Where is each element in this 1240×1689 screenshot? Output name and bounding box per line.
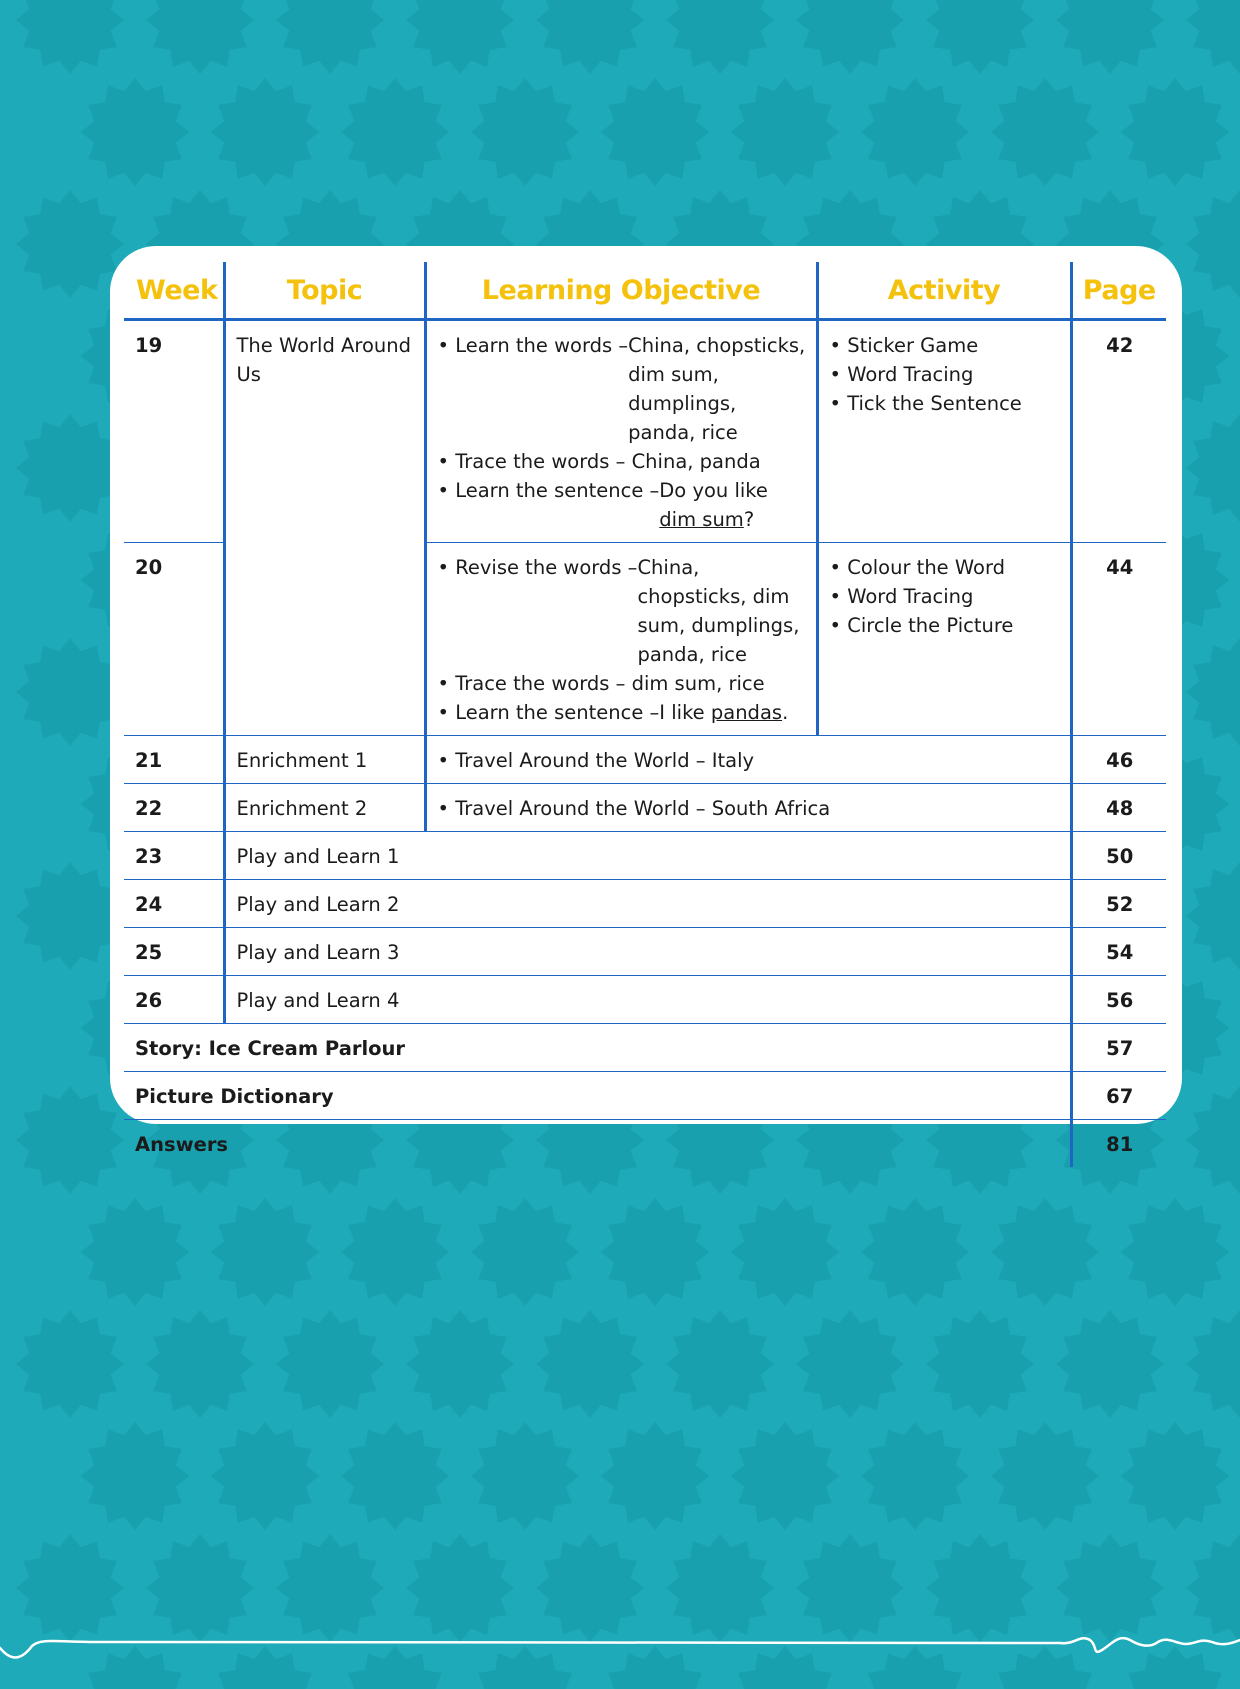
flower-shape: [926, 1310, 1034, 1418]
objective-line: [438, 331, 806, 447]
header-activity: Activity: [817, 262, 1071, 320]
flower-shape: [1056, 0, 1164, 74]
header-page: Page: [1071, 262, 1166, 320]
page-cell: 46: [1071, 736, 1166, 784]
topic-cell: Play and Learn 3: [224, 928, 1071, 976]
flower-shape: [861, 1422, 969, 1530]
sentence-text: I like: [659, 701, 711, 724]
page-cell: 52: [1071, 880, 1166, 928]
header-topic: Topic: [224, 262, 425, 320]
week-cell: 22: [124, 784, 224, 832]
sentence-underlined: pandas: [710, 701, 783, 724]
flower-shape: [731, 1198, 839, 1306]
flower-shape: [1186, 1086, 1240, 1194]
page-cell: 44: [1071, 543, 1166, 736]
table-row: [124, 832, 1166, 880]
flower-shape: [1121, 1198, 1229, 1306]
page-cell: 48: [1071, 784, 1166, 832]
flower-shape: [991, 1198, 1099, 1306]
page-cell: 42: [1071, 320, 1166, 543]
objective-cell: • Travel Around the World – South Africa: [425, 784, 1071, 832]
week-cell: 26: [124, 976, 224, 1024]
flower-shape: [341, 78, 449, 186]
flower-shape: [276, 0, 384, 74]
squiggle-line: [0, 1620, 1240, 1670]
sentence-end: ?: [743, 508, 755, 531]
flower-shape: [796, 1310, 904, 1418]
flower-shape: [16, 1086, 124, 1194]
flower-shape: [341, 1198, 449, 1306]
flower-shape: [601, 1198, 709, 1306]
flower-shape: [211, 78, 319, 186]
table-row: [124, 1024, 1166, 1072]
flower-shape: [1186, 414, 1240, 522]
extra-label: Answers: [124, 1120, 1071, 1168]
table-row: [124, 1120, 1166, 1168]
flower-shape: [1186, 862, 1240, 970]
objective-sentence: [659, 476, 805, 534]
contents-table: [124, 262, 1166, 1167]
extra-label: Picture Dictionary: [124, 1072, 1071, 1120]
objective-cell: [425, 320, 817, 543]
flower-shape: [406, 0, 514, 74]
flower-shape: [146, 0, 254, 74]
table-header-row: [124, 262, 1166, 320]
flower-shape: [796, 0, 904, 74]
flower-shape: [861, 1198, 969, 1306]
topic-cell: The World Around Us: [224, 320, 425, 736]
flower-shape: [471, 1422, 579, 1530]
flower-shape: [341, 1422, 449, 1530]
flower-shape: [16, 1310, 124, 1418]
page-cell: 57: [1071, 1024, 1166, 1072]
flower-shape: [146, 1310, 254, 1418]
flower-shape: [471, 1198, 579, 1306]
objective-lead: • Revise the words –: [437, 556, 638, 579]
objective-cell: [425, 543, 817, 736]
flower-shape: [211, 1422, 319, 1530]
week-cell: 21: [124, 736, 224, 784]
objective-line: [438, 553, 806, 669]
page-cell: 81: [1106, 1133, 1134, 1156]
flower-shape: [861, 78, 969, 186]
activity-cell: [817, 320, 1071, 543]
objective-sentence: [659, 698, 805, 727]
flower-shape: [926, 0, 1034, 74]
activity-item: • Word Tracing: [829, 585, 974, 608]
flower-shape: [1121, 1422, 1229, 1530]
week-cell: 19: [124, 320, 224, 543]
flower-shape: [81, 1422, 189, 1530]
sentence-end: .: [782, 701, 789, 724]
flower-shape: [666, 1310, 774, 1418]
table-row: [124, 976, 1166, 1024]
table-row: [124, 784, 1166, 832]
flower-shape: [16, 190, 124, 298]
objective-cell: • Travel Around the World – Italy: [425, 736, 1071, 784]
table-row: [124, 1072, 1166, 1120]
table-row: [124, 320, 1166, 543]
topic-cell: Play and Learn 2: [224, 880, 1071, 928]
flower-shape: [601, 78, 709, 186]
activity-item: • Word Tracing: [829, 363, 974, 386]
flower-shape: [1186, 190, 1240, 298]
objective-line: [438, 698, 806, 727]
flower-shape: [1186, 1310, 1240, 1418]
flower-shape: [731, 78, 839, 186]
flower-shape: [1056, 1310, 1164, 1418]
flower-shape: [16, 862, 124, 970]
flower-shape: [16, 414, 124, 522]
objective-words: China, chopsticks, dim sum, dumplings, panda, rice: [637, 556, 800, 666]
flower-shape: [471, 78, 579, 186]
table-row: [124, 736, 1166, 784]
activity-cell: [817, 543, 1071, 736]
objective-line: • Trace the words – China, panda: [437, 450, 761, 473]
week-cell: 20: [124, 543, 224, 736]
flower-shape: [536, 1310, 644, 1418]
flower-shape: [1186, 638, 1240, 746]
table-row: [124, 880, 1166, 928]
sentence-underlined: dim sum: [659, 508, 744, 531]
week-cell: 23: [124, 832, 224, 880]
header-learning-objective: Learning Objective: [425, 262, 817, 320]
week-cell: 24: [124, 880, 224, 928]
objective-line: [438, 476, 806, 534]
flower-shape: [81, 78, 189, 186]
flower-shape: [1121, 78, 1229, 186]
flower-shape: [666, 0, 774, 74]
topic-cell: Enrichment 1: [224, 736, 425, 784]
flower-shape: [406, 1310, 514, 1418]
objective-lead: • Learn the sentence –: [437, 479, 660, 502]
flower-shape: [16, 0, 124, 74]
objective-lead: • Learn the sentence –: [437, 701, 660, 724]
page-cell: 67: [1071, 1072, 1166, 1120]
page-cell: 54: [1071, 928, 1166, 976]
flower-shape: [81, 1198, 189, 1306]
objective-lead: • Learn the words –: [437, 334, 629, 357]
flower-shape: [211, 1198, 319, 1306]
topic-cell: Play and Learn 4: [224, 976, 1071, 1024]
objective-line: • Trace the words – dim sum, rice: [437, 672, 765, 695]
flower-shape: [991, 1422, 1099, 1530]
flower-shape: [991, 78, 1099, 186]
page-cell: 56: [1071, 976, 1166, 1024]
table-row: [124, 928, 1166, 976]
extra-label: Story: Ice Cream Parlour: [124, 1024, 1071, 1072]
flower-shape: [536, 0, 644, 74]
flower-shape: [16, 638, 124, 746]
activity-item: • Tick the Sentence: [829, 392, 1022, 415]
flower-shape: [601, 1422, 709, 1530]
objective-words: China, chopsticks, dim sum, dumplings, panda, rice: [628, 334, 806, 444]
week-cell: 25: [124, 928, 224, 976]
activity-item: • Circle the Picture: [829, 614, 1014, 637]
topic-cell: Play and Learn 1: [224, 832, 1071, 880]
flower-shape: [276, 1310, 384, 1418]
header-week: Week: [124, 262, 224, 320]
activity-item: • Sticker Game: [829, 334, 979, 357]
flower-shape: [731, 1422, 839, 1530]
flower-shape: [1186, 0, 1240, 74]
sentence-text: Do you like: [659, 479, 768, 502]
page-cell: 50: [1071, 832, 1166, 880]
activity-item: • Colour the Word: [829, 556, 1005, 579]
topic-cell: Enrichment 2: [224, 784, 425, 832]
